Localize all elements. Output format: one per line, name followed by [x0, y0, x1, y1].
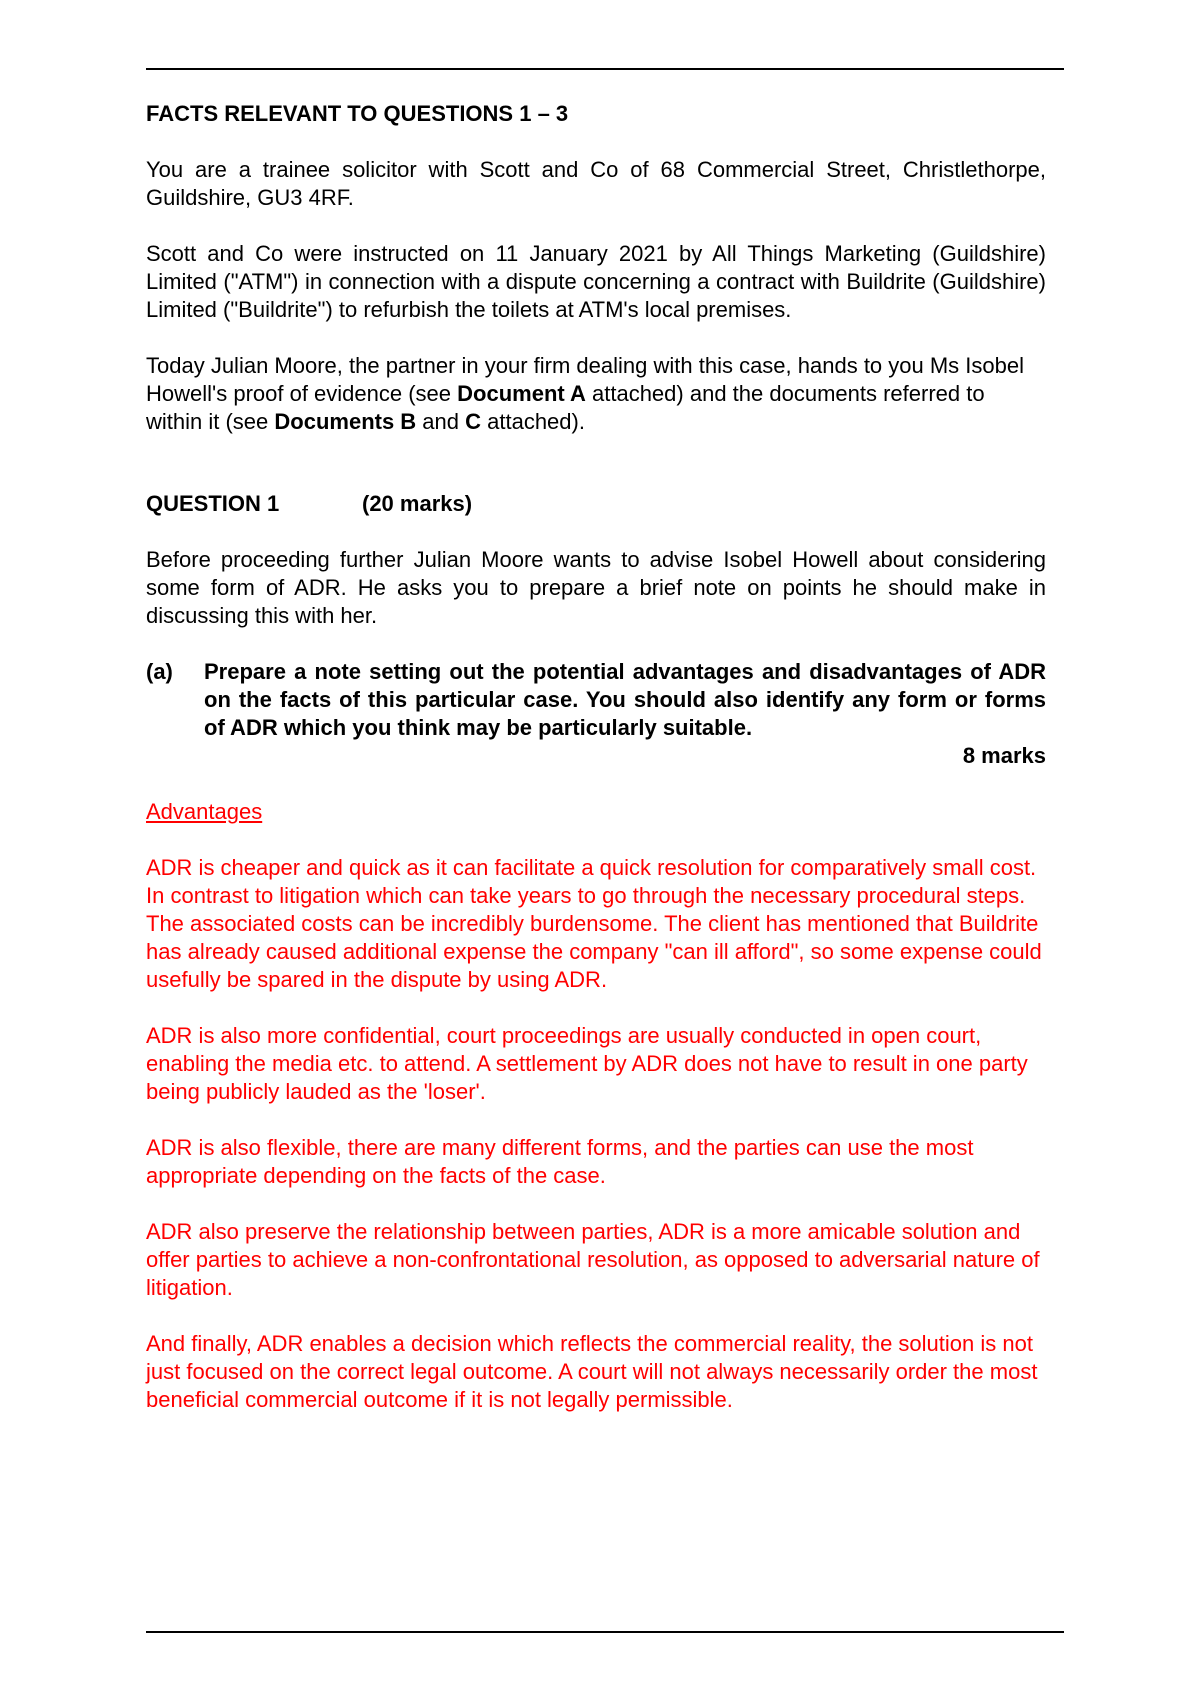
question-title: QUESTION 1 — [146, 491, 280, 516]
question-intro: Before proceeding further Julian Moore wants to advise Isobel Howell about considering some form of ADR. He asks you to prepare a brief note on points he should make in discussing this with her. — [146, 547, 1046, 628]
task-a — [146, 658, 1046, 742]
paragraph-instruction: Scott and Co were instructed on 11 January 2021 by All Things Marketing (Guildshire) Limited ("ATM") in connection with a dispute concerning a contract with Buildrite (Guildshire) Limited ("Buildrite") to refurbish the toilets at ATM's local premises. — [146, 241, 1046, 322]
paragraph-trainee-intro: You are a trainee solicitor with Scott and Co of 68 Commercial Street, Christlethorpe, Guildshire, GU3 4RF. — [146, 157, 1046, 210]
task-text: Prepare a note setting out the potential advantages and disadvantages of ADR on the facts of this particular case. You should also identify any form or forms of ADR which you think may be particularly suitable. — [204, 659, 1046, 740]
answer-paragraph-commercial: And finally, ADR enables a decision which reflects the commercial reality, the solution is not just focused on the correct legal outcome. A court will not always necessarily order the most beneficial commercial outcome if it is not legally permissible. — [146, 1331, 1038, 1412]
task-marks: 8 marks — [962, 743, 1046, 768]
answer-subheading: Advantages — [146, 799, 263, 824]
question-marks: (20 marks) — [362, 491, 473, 516]
answer-paragraph-confidential: ADR is also more confidential, court proceedings are usually conducted in open court, enabling the media etc. to attend. A settlement by ADR does not have to result in one party being publicly lauded as the 'loser'. — [146, 1023, 1028, 1104]
footer-rule — [146, 1631, 1064, 1633]
paragraph-documents-text-3: and — [416, 409, 466, 434]
document-a-ref: Document A — [457, 381, 586, 406]
paragraph-documents-text-4: attached). — [481, 409, 585, 434]
document-c-ref: C — [465, 409, 482, 434]
facts-heading: FACTS RELEVANT TO QUESTIONS 1 – 3 — [146, 101, 569, 126]
answer-paragraph-flexible: ADR is also flexible, there are many different forms, and the parties can use the most appropriate depending on the facts of the case. — [146, 1135, 974, 1188]
document-body — [146, 100, 1046, 1442]
answer-paragraph-cost: ADR is cheaper and quick as it can facilitate a quick resolution for comparatively small cost. In contrast to litigation which can take years to go through the necessary procedural steps. The associated costs can be incredibly burdensome. The client has mentioned that Buildrite has already caused additional expense the company "can ill afford", so some expense could usefully be spared in the dispute by using ADR. — [146, 855, 1042, 992]
task-label: (a) — [146, 659, 173, 684]
question-heading — [146, 490, 1046, 518]
paragraph-documents-text-2: attached) and the documents referred to within it (see — [146, 381, 985, 434]
header-rule — [146, 68, 1064, 70]
paragraph-documents-text-1: Today Julian Moore, the partner in your firm dealing with this case, hands to you Ms Isobel Howell's proof of evidence (see — [146, 353, 1025, 406]
paragraph-documents — [146, 352, 1046, 436]
answer-paragraph-relationship: ADR also preserve the relationship between parties, ADR is a more amicable solution and offer parties to achieve a non-confrontational resolution, as opposed to adversarial nature of litigation. — [146, 1219, 1040, 1300]
documents-b-ref: Documents B — [274, 409, 417, 434]
answer-section — [146, 798, 1046, 1414]
